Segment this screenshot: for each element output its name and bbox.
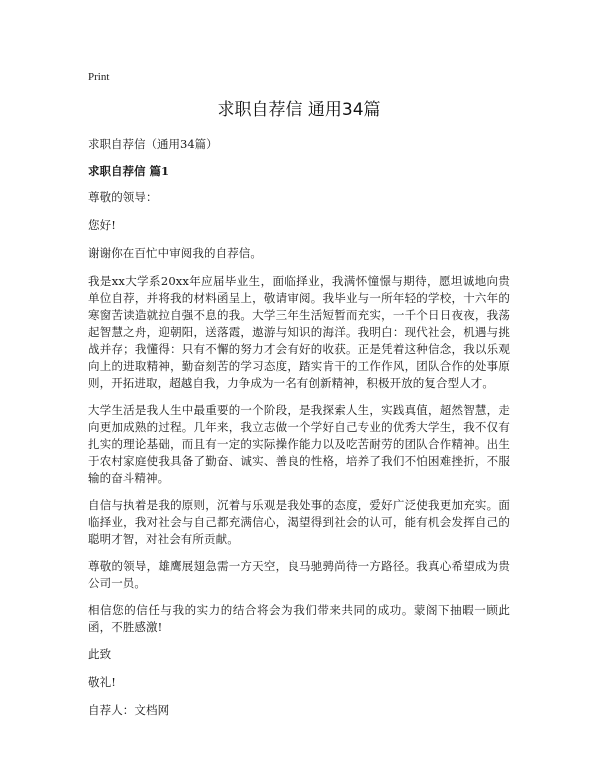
body-paragraph-1: 我是xx大学系20xx年应届毕业生，面临择业，我满怀憧憬与期待，愿坦诚地向贵单位自荐，并将我的材料函呈上，敬请审阅。我毕业与一所年轻的学校，十六年的寒窗苦读造就拉自强不息的我。大学三年生活短暂而充实，一千个日日夜夜，我荡起智慧之舟，迎朝阳，送落霞，遨游与知识的海洋。我明白：现代社会，机遇与挑战并存；我懂得：只有不懈的努力才会有好的收获。正是凭着这种信念，我以乐观向上的进取精神，勤奋刻苦的学习态度，踏实肯干的工作作风，团队合作的处事原则，开拓进取，超越自我，力争成为一名有创新精神，积极开放的复合型人才。: [88, 274, 510, 390]
print-link[interactable]: Print: [88, 71, 110, 83]
signature: 自荐人：文档网: [88, 703, 170, 717]
body-paragraph-4: 尊敬的领导，雄鹰展翅急需一方天空，良马驰骋尚待一方路径。我真心希望成为贵公司一员。: [88, 559, 510, 590]
body-paragraph-3: 自信与执着是我的原则，沉着与乐观是我处事的态度，爱好广泛使我更加充实。面临择业，我对社会与自己都充满信心，渴望得到社会的认可，能有机会发挥自己的聪明才智，对社会有所贡献。: [88, 498, 510, 546]
intro-paragraph: 谢谢你在百忙中审阅我的自荐信。: [88, 246, 262, 260]
document-subtitle: 求职自荐信（通用34篇）: [88, 137, 218, 151]
salutation: 尊敬的领导：: [88, 190, 158, 204]
body-paragraph-5: 相信您的信任与我的实力的结合将会为我们带来共同的成功。蒙阁下抽暇一顾此函，不胜感激!: [88, 603, 510, 634]
greeting: 您好!: [88, 218, 116, 232]
page-title: 求职自荐信 通用34篇: [217, 100, 381, 120]
closing-line-1: 此致: [88, 647, 112, 661]
closing-line-2: 敬礼!: [88, 675, 116, 689]
section-heading: 求职自荐信 篇1: [88, 164, 170, 178]
body-paragraph-2: 大学生活是我人生中最重要的一个阶段，是我探索人生，实践真值，超然智慧，走向更加成熟的过程。几年来，我立志做一个学好自己专业的优秀大学生，我不仅有扎实的理论基础，而且有一定的实际操作能力以及吃苦耐劳的团队合作精神。出生于农村家庭使我具备了勤奋、诚实、善良的性格，培养了我们不怕困难挫折，不服输的奋斗精神。: [88, 403, 510, 485]
